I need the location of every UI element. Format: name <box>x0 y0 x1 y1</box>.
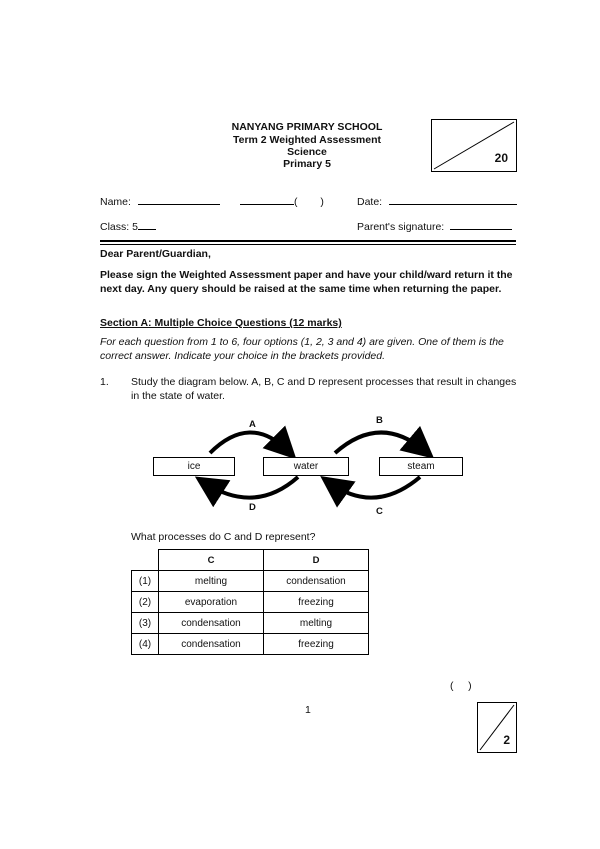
option-number: (1) <box>132 571 159 592</box>
table-header-c: C <box>159 550 264 571</box>
total-score-value: 20 <box>494 151 508 165</box>
diagram-label-b: B <box>376 415 383 426</box>
date-blank[interactable] <box>389 195 517 205</box>
table-row <box>132 634 369 655</box>
page-score-diagonal <box>478 703 516 752</box>
paren-open: ( <box>294 196 298 208</box>
question-number: 1. <box>100 376 109 388</box>
level-title: Primary 5 <box>283 158 331 170</box>
table-row <box>132 571 369 592</box>
diagram-label-d: D <box>249 502 256 513</box>
page-score-box <box>477 702 517 753</box>
answer-brackets[interactable]: ( ) <box>450 680 472 692</box>
table-corner-cell <box>132 550 159 571</box>
question-text: Study the diagram below. A, B, C and D represent processes that result in changes in the state of water. <box>131 376 517 402</box>
option-number: (3) <box>132 613 159 634</box>
notice-body: Please sign the Weighted Assessment paper and have your child/ward return it the next day. Any query should be raised at the same time when returning the paper. <box>100 269 513 295</box>
name-label: Name: <box>100 196 131 208</box>
divider-rule-thin <box>100 244 516 245</box>
section-a-title: Section A: Multiple Choice Questions (12 marks) <box>100 317 342 329</box>
diagram-label-c: C <box>376 506 383 517</box>
option-c-value: condensation <box>159 613 264 634</box>
option-c-value: condensation <box>159 634 264 655</box>
class-label: Class: 5 <box>100 221 138 233</box>
signature-label: Parent's signature: <box>357 221 445 233</box>
options-table <box>131 549 369 655</box>
option-number: (4) <box>132 634 159 655</box>
signature-blank[interactable] <box>450 220 512 230</box>
school-name: NANYANG PRIMARY SCHOOL <box>231 121 383 133</box>
option-number: (2) <box>132 592 159 613</box>
diagram-box-ice: ice <box>153 457 235 476</box>
table-row <box>132 613 369 634</box>
option-d-value: freezing <box>264 592 369 613</box>
section-a-instructions: For each question from 1 to 6, four options (1, 2, 3 and 4) are given. One of them is the correct answer. Indicate your choice in the brackets provided. <box>100 336 504 362</box>
arrow-a <box>210 432 288 453</box>
total-score-box <box>431 119 517 172</box>
salutation: Dear Parent/Guardian, <box>100 248 211 260</box>
subject-title: Science <box>287 146 327 158</box>
option-c-value: evaporation <box>159 592 264 613</box>
option-d-value: melting <box>264 613 369 634</box>
date-label: Date: <box>357 196 383 208</box>
page-score-value: 2 <box>503 733 510 747</box>
name-field <box>100 195 220 208</box>
arrow-c <box>330 477 420 498</box>
question-prompt: What processes do C and D represent? <box>131 531 316 543</box>
diagram-label-a: A <box>249 419 256 430</box>
table-header-d: D <box>264 550 369 571</box>
class-blank[interactable] <box>138 220 156 230</box>
page-number: 1 <box>305 704 311 716</box>
table-header-row <box>132 550 369 571</box>
arrow-b <box>335 432 425 453</box>
paren-close: ) <box>320 196 324 208</box>
divider-rule-thick <box>100 240 516 242</box>
name-blank[interactable] <box>138 195 220 205</box>
option-c-value: melting <box>159 571 264 592</box>
diagram-box-steam: steam <box>379 457 463 476</box>
date-field <box>357 195 517 208</box>
class-field <box>100 220 156 233</box>
table-row <box>132 592 369 613</box>
option-d-value: condensation <box>264 571 369 592</box>
diagram-box-water: water <box>263 457 349 476</box>
signature-field <box>357 220 512 233</box>
register-number-blank[interactable] <box>240 195 294 205</box>
assessment-title: Term 2 Weighted Assessment <box>232 134 382 146</box>
option-d-value: freezing <box>264 634 369 655</box>
register-number-field <box>240 195 324 208</box>
arrow-d <box>205 477 298 498</box>
